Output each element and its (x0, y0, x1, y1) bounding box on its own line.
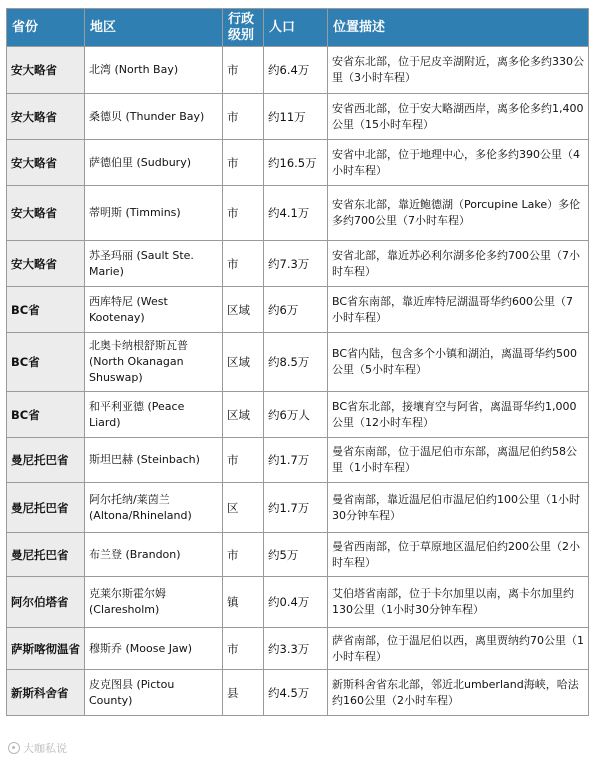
cell-province: 安大略省 (7, 186, 85, 241)
cell-description: 安省东北部，位于尼皮辛湖附近，离多伦多约330公里（3小时车程） (328, 47, 589, 94)
cell-region: 皮克图县 (Pictou County) (85, 670, 223, 716)
cell-level: 市 (223, 186, 264, 241)
table-row (7, 533, 589, 577)
table-row (7, 577, 589, 628)
table-row (7, 186, 589, 241)
cell-level: 市 (223, 94, 264, 140)
cell-description: 安省北部，靠近苏必利尔湖多伦多约700公里（7小时车程） (328, 241, 589, 287)
cell-level: 镇 (223, 577, 264, 628)
cell-level: 区 (223, 483, 264, 533)
cell-region: 蒂明斯 (Timmins) (85, 186, 223, 241)
cell-description: 安省西北部，位于安大略湖西岸，离多伦多约1,400公里（15小时车程） (328, 94, 589, 140)
table-row (7, 94, 589, 140)
header-level: 行政级别 (223, 9, 264, 47)
cell-description: 曼省南部，靠近温尼伯市温尼伯约100公里（1小时30分钟车程） (328, 483, 589, 533)
table-row (7, 392, 589, 438)
cell-region: 布兰登 (Brandon) (85, 533, 223, 577)
table-row (7, 438, 589, 483)
header-description: 位置描述 (328, 9, 589, 47)
cell-region: 北奥卡纳根舒斯瓦普 (North Okanagan Shuswap) (85, 333, 223, 392)
table-row (7, 628, 589, 670)
cell-region: 斯坦巴赫 (Steinbach) (85, 438, 223, 483)
cell-province: BC省 (7, 287, 85, 333)
cell-level: 市 (223, 140, 264, 186)
cell-description: 萨省南部，位于温尼伯以西，离里贾纳约70公里（1小时车程） (328, 628, 589, 670)
cell-province: BC省 (7, 392, 85, 438)
cell-level: 县 (223, 670, 264, 716)
cell-population: 约6.4万 (264, 47, 328, 94)
watermark (8, 740, 67, 756)
cell-region: 西库特尼 (West Kootenay) (85, 287, 223, 333)
cell-province: 安大略省 (7, 241, 85, 287)
cell-description: BC省内陆，包含多个小镇和湖泊，离温哥华约500公里（5小时车程） (328, 333, 589, 392)
cell-population: 约4.1万 (264, 186, 328, 241)
cell-level: 区域 (223, 333, 264, 392)
cell-province: 新斯科舍省 (7, 670, 85, 716)
cell-population: 约11万 (264, 94, 328, 140)
cell-region: 北湾 (North Bay) (85, 47, 223, 94)
table-row (7, 333, 589, 392)
cell-description: 艾伯塔省南部，位于卡尔加里以南，离卡尔加里约130公里（1小时30分钟车程） (328, 577, 589, 628)
cell-level: 市 (223, 438, 264, 483)
table-row (7, 670, 589, 716)
cell-population: 约7.3万 (264, 241, 328, 287)
cell-region: 萨德伯里 (Sudbury) (85, 140, 223, 186)
cell-description: 新斯科舍省东北部，邻近北umberland海峡，哈法约160公里（2小时车程） (328, 670, 589, 716)
header-province: 省份 (7, 9, 85, 47)
cell-province: 曼尼托巴省 (7, 483, 85, 533)
cell-level: 市 (223, 241, 264, 287)
cell-province: 安大略省 (7, 94, 85, 140)
cell-population: 约6万 (264, 287, 328, 333)
cell-population: 约0.4万 (264, 577, 328, 628)
cell-level: 区域 (223, 392, 264, 438)
cell-province: 曼尼托巴省 (7, 438, 85, 483)
city-table (6, 8, 589, 716)
header-region: 地区 (85, 9, 223, 47)
cell-population: 约4.5万 (264, 670, 328, 716)
cell-province: BC省 (7, 333, 85, 392)
cell-population: 约6万人 (264, 392, 328, 438)
table-body (7, 47, 589, 716)
header-population: 人口 (264, 9, 328, 47)
table-row (7, 140, 589, 186)
cell-region: 克莱尔斯霍尔姆 (Claresholm) (85, 577, 223, 628)
table-row (7, 241, 589, 287)
cell-province: 曼尼托巴省 (7, 533, 85, 577)
weibo-icon (8, 742, 20, 754)
cell-population: 约8.5万 (264, 333, 328, 392)
cell-province: 萨斯喀彻温省 (7, 628, 85, 670)
cell-description: BC省东南部，靠近库特尼湖温哥华约600公里（7小时车程） (328, 287, 589, 333)
cell-population: 约3.3万 (264, 628, 328, 670)
cell-description: 曼省东南部，位于温尼伯市东部，离温尼伯约58公里（1小时车程） (328, 438, 589, 483)
cell-province: 阿尔伯塔省 (7, 577, 85, 628)
cell-description: 曼省西南部，位于草原地区温尼伯约200公里（2小时车程） (328, 533, 589, 577)
cell-level: 区域 (223, 287, 264, 333)
cell-population: 约5万 (264, 533, 328, 577)
table-header-row (7, 9, 589, 47)
cell-region: 苏圣玛丽 (Sault Ste. Marie) (85, 241, 223, 287)
table-row (7, 483, 589, 533)
cell-region: 阿尔托纳/莱茵兰 (Altona/Rhineland) (85, 483, 223, 533)
cell-description: BC省东北部，接壤育空与阿省，离温哥华约1,000公里（12小时车程） (328, 392, 589, 438)
cell-description: 安省东北部，靠近鲍德湖（Porcupine Lake）多伦多约700公里（7小时车程） (328, 186, 589, 241)
city-table-wrapper (6, 8, 588, 716)
cell-province: 安大略省 (7, 47, 85, 94)
cell-province: 安大略省 (7, 140, 85, 186)
cell-population: 约16.5万 (264, 140, 328, 186)
table-row (7, 287, 589, 333)
watermark-text: 大咖私说 (23, 742, 67, 755)
cell-region: 桑德贝 (Thunder Bay) (85, 94, 223, 140)
cell-level: 市 (223, 628, 264, 670)
cell-region: 和平利亚德 (Peace Liard) (85, 392, 223, 438)
cell-level: 市 (223, 533, 264, 577)
table-row (7, 47, 589, 94)
cell-region: 穆斯乔 (Moose Jaw) (85, 628, 223, 670)
cell-population: 约1.7万 (264, 483, 328, 533)
cell-description: 安省中北部，位于地理中心，多伦多约390公里（4小时车程） (328, 140, 589, 186)
cell-level: 市 (223, 47, 264, 94)
cell-population: 约1.7万 (264, 438, 328, 483)
